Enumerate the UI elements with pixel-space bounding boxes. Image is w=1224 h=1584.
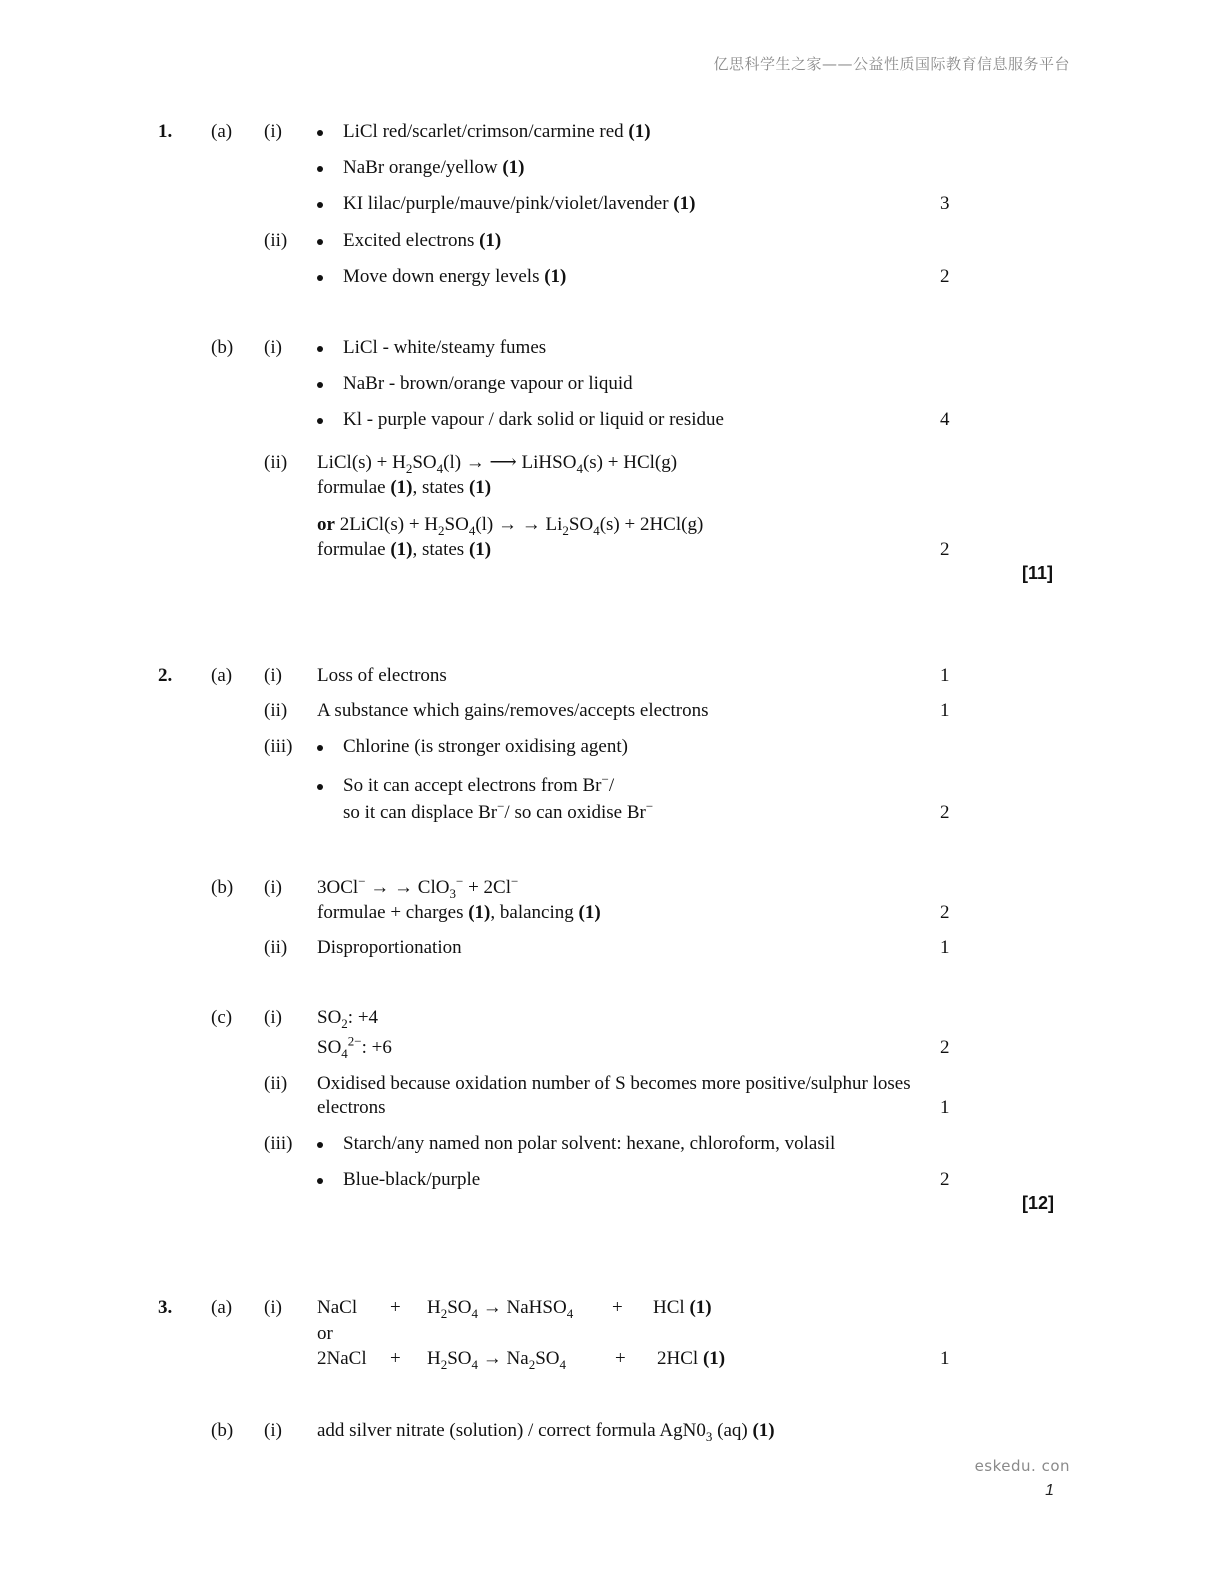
q3-part-b-label: (b) (211, 1420, 234, 1441)
q3-eq1-plus-1: + (390, 1297, 401, 1318)
q2-a-ii-label: (ii) (264, 700, 288, 721)
q2-part-c-label: (c) (211, 1007, 233, 1028)
q2-a-i-marks: 1 (940, 665, 950, 686)
q1-a-i-answer-2: NaBr orange/yellow (1) (343, 157, 525, 178)
question-1-number: 1. (158, 121, 173, 142)
bullet-icon (317, 1178, 323, 1184)
q3-eq1-hcl: HCl (1) (653, 1297, 712, 1318)
q1-a-ii-label: (ii) (264, 230, 288, 251)
q2-b-i-marks: 2 (940, 902, 950, 923)
q3-eq2-2hcl: 2HCl (1) (657, 1348, 726, 1369)
bullet-icon (317, 745, 323, 751)
q1-part-b-label: (b) (211, 337, 234, 358)
q2-a-ii-marks: 1 (940, 700, 950, 721)
q2-c-iii-label: (iii) (264, 1133, 293, 1154)
q2-part-a-label: (a) (211, 665, 233, 686)
q2-c-iii-marks: 2 (940, 1169, 950, 1190)
q1-part-a-label: (a) (211, 121, 233, 142)
q3-eq2-h2so4: $H_2SO_4 \to Na_2SO_4$ (427, 1348, 566, 1372)
bullet-icon (317, 418, 323, 424)
q2-b-ii-marks: 1 (940, 937, 950, 958)
question-2-number: 2. (158, 665, 173, 686)
q3-eq2-plus-1: + (390, 1348, 401, 1369)
q1-b-i-answer-1: LiCl - white/steamy fumes (343, 337, 547, 358)
q2-a-iii-label: (iii) (264, 736, 293, 757)
q3-eq2-plus-2: + (615, 1348, 626, 1369)
q2-b-i-mark-scheme: formulae + charges (1), balancing (1) (317, 902, 601, 923)
q2-c-ii-label: (ii) (264, 1073, 288, 1094)
q2-c-i-answer-2: $SO_4^{2-}$: +6 (317, 1033, 392, 1061)
q1-b-ii-mark-scheme-1: formulae (1), states (1) (317, 477, 492, 498)
q1-a-i-answer-1: LiCl red/scarlet/crimson/carmine red (1) (343, 121, 651, 142)
q2-b-i-equation: 3OCl− → → ClO$_3$− + 2Cl− (317, 873, 519, 901)
q2-c-ii-answer-1: Oxidised because oxidation number of S becomes more positive/sulphur loses (317, 1073, 911, 1094)
q2-total-marks: [12] (1022, 1193, 1055, 1213)
q1-b-ii-marks: 2 (940, 539, 950, 560)
q1-b-i-marks: 4 (940, 409, 950, 430)
q3-a-i-marks: 1 (940, 1348, 950, 1369)
question-3-number: 3. (158, 1297, 173, 1318)
q2-c-iii-answer-1: Starch/any named non polar solvent: hexane, chloroform, volasil (343, 1133, 836, 1154)
bullet-icon (317, 130, 323, 136)
bullet-icon (317, 239, 323, 245)
q3-eq2-2nacl: 2NaCl (317, 1348, 367, 1369)
q3-b-i-label: (i) (264, 1420, 282, 1441)
q2-c-ii-marks: 1 (940, 1097, 950, 1118)
q3-or: or (317, 1323, 333, 1344)
q1-b-ii-mark-scheme-2: formulae (1), states (1) (317, 539, 492, 560)
q2-b-i-label: (i) (264, 877, 282, 898)
bullet-icon (317, 275, 323, 281)
header-watermark: 亿思科学生之家——公益性质国际教育信息服务平台 (713, 55, 1070, 73)
q2-a-iii-answer-3: so it can displace Br−/ so can oxidise Br− (343, 798, 654, 823)
q1-a-i-label: (i) (264, 121, 282, 142)
q3-a-i-label: (i) (264, 1297, 282, 1318)
q3-eq1-h2so4: $H_2SO_4$ → NaHSO$_4$ (427, 1297, 574, 1321)
q1-b-ii-equation-1: LiCl(s) + $H_2SO_4(l)$ → ⟶ LiHSO$_4$(s) + HCl(g) (317, 452, 678, 476)
q1-a-i-marks: 3 (940, 193, 950, 214)
q1-b-i-label: (i) (264, 337, 282, 358)
q2-a-ii-answer: A substance which gains/removes/accepts electrons (317, 700, 709, 721)
q1-b-ii-label: (ii) (264, 452, 288, 473)
q1-a-ii-answer-1: Excited electrons (1) (343, 230, 502, 251)
footer-site-watermark: eskedu. con (974, 1457, 1070, 1475)
q2-a-i-label: (i) (264, 665, 282, 686)
q2-a-iii-answer-1: Chlorine (is stronger oxidising agent) (343, 736, 628, 757)
q1-a-i-answer-3: KI lilac/purple/mauve/pink/violet/lavender (1) (343, 193, 696, 214)
q2-c-iii-answer-2: Blue-black/purple (343, 1169, 481, 1190)
q2-c-i-answer-1: $SO_2$: +4 (317, 1007, 379, 1031)
q2-a-iii-answer-2: So it can accept electrons from Br−/ (343, 771, 615, 796)
q1-b-i-answer-2: NaBr - brown/orange vapour or liquid (343, 373, 633, 394)
q2-c-ii-answer-2: electrons (317, 1097, 386, 1118)
q2-part-b-label: (b) (211, 877, 234, 898)
q2-c-i-label: (i) (264, 1007, 282, 1028)
bullet-icon (317, 382, 323, 388)
q2-a-i-answer: Loss of electrons (317, 665, 447, 686)
bullet-icon (317, 202, 323, 208)
q1-a-ii-answer-2: Move down energy levels (1) (343, 266, 567, 287)
q2-a-iii-marks: 2 (940, 802, 950, 823)
q3-eq1-plus-2: + (612, 1297, 623, 1318)
q1-b-i-answer-3: Kl - purple vapour / dark solid or liquid or residue (343, 409, 724, 430)
bullet-icon (317, 346, 323, 352)
bullet-icon (317, 166, 323, 172)
q3-b-i-answer: add silver nitrate (solution) / correct formula $AgN0_3$ (aq) (1) (317, 1420, 775, 1444)
bullet-icon (317, 784, 323, 790)
q1-b-ii-equation-2: or 2LiCl(s) + $H_2SO_4(l)$ → → $Li_2SO_4(s) + 2HCl(g)$ (317, 514, 704, 538)
q3-eq1-nacl: NaCl (317, 1297, 358, 1318)
bullet-icon (317, 1142, 323, 1148)
q3-part-a-label: (a) (211, 1297, 233, 1318)
q1-a-ii-marks: 2 (940, 266, 950, 287)
page-number: 1 (1045, 1482, 1054, 1499)
q1-total-marks: [11] (1022, 563, 1054, 583)
q2-c-i-marks: 2 (940, 1037, 950, 1058)
q2-b-ii-label: (ii) (264, 937, 288, 958)
q2-b-ii-answer: Disproportionation (317, 937, 462, 958)
